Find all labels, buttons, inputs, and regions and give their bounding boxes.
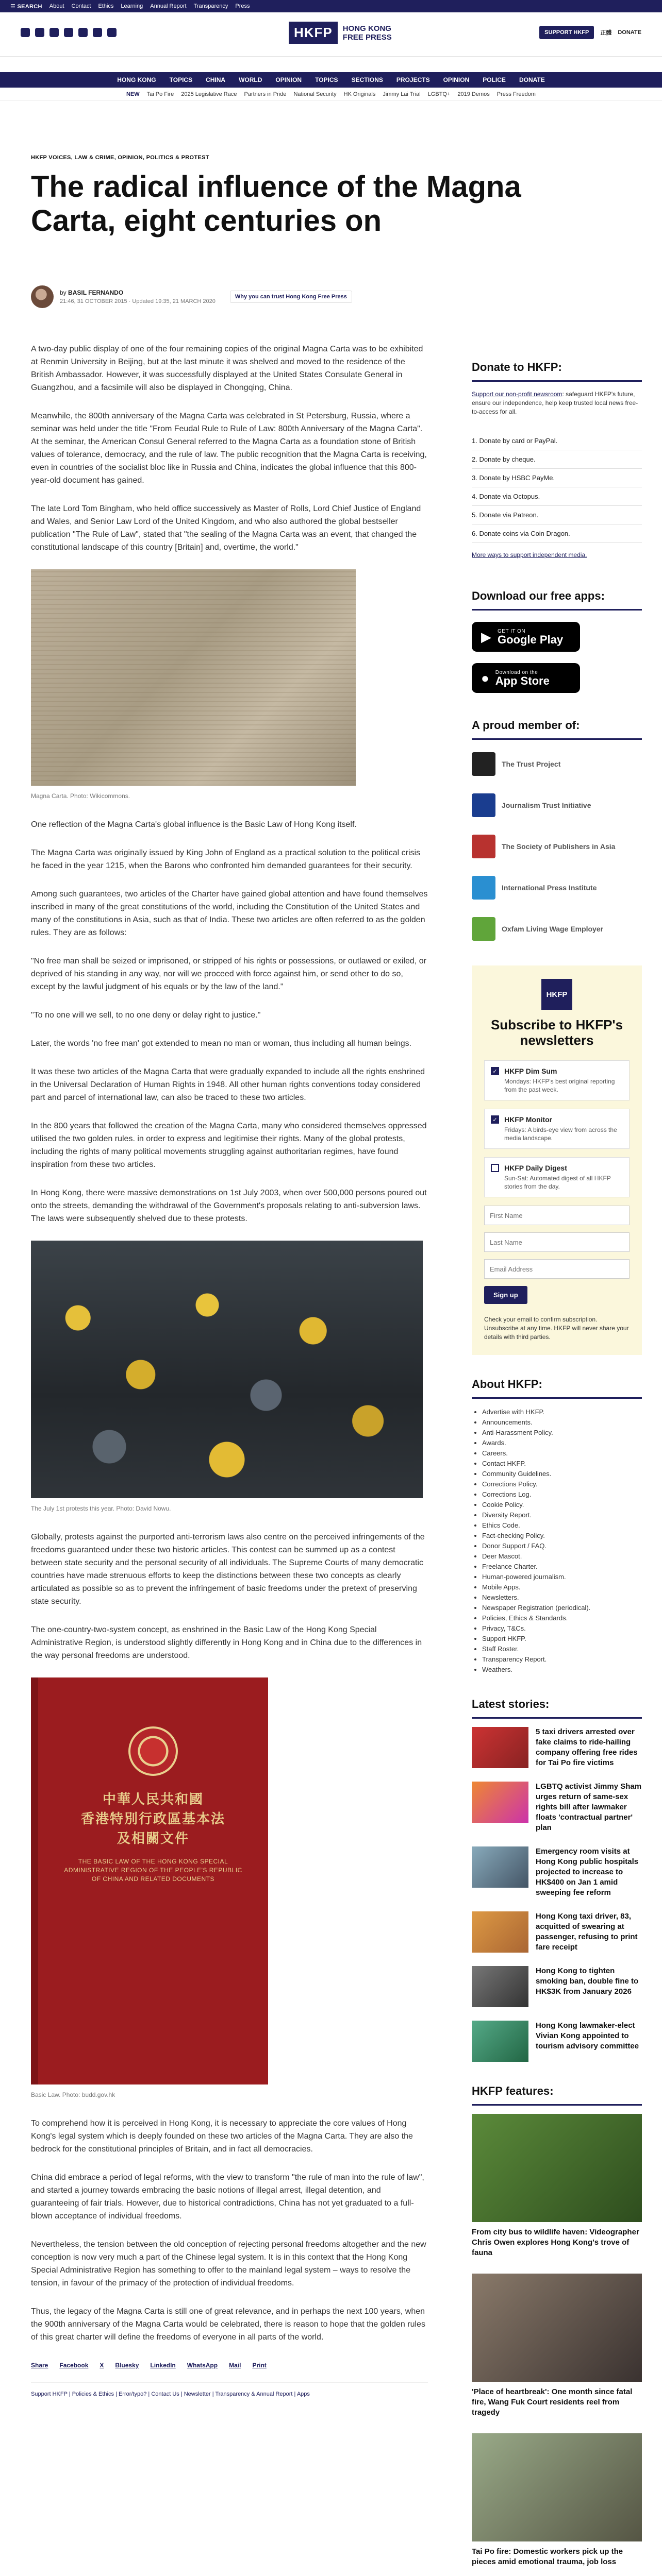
protest-photo bbox=[31, 1241, 423, 1498]
about-link[interactable]: • Mobile Apps. bbox=[482, 1582, 642, 1592]
story-title: Hong Kong lawmaker-elect Vivian Kong appointed to tourism advisory committee bbox=[536, 2021, 639, 2050]
story-thumbnail bbox=[472, 2021, 528, 2062]
linkedin-icon[interactable] bbox=[78, 28, 88, 37]
newsletter-title: Subscribe to HKFP's newsletters bbox=[490, 1017, 623, 1048]
book-title-en: THE BASIC LAW OF THE HONG KONG SPECIAL ADMINISTRATIVE REGION OF THE PEOPLE'S REPUBLIC OF CHINA AND RELATED DOCUMENTS bbox=[64, 1858, 242, 1883]
newsletter-option-dim-sum[interactable] bbox=[484, 1060, 630, 1100]
about-link[interactable]: • Contact HKFP. bbox=[482, 1459, 642, 1469]
trust-link[interactable]: Why you can trust Hong Kong Free Press bbox=[230, 291, 352, 303]
about-link[interactable]: • Corrections Log. bbox=[482, 1489, 642, 1500]
nav-item[interactable]: CHINA bbox=[206, 76, 226, 83]
nav-item[interactable]: OPINION bbox=[275, 76, 302, 83]
paragraph: Among such guarantees, two articles of the Charter have gained global attention and have found themselves inscribed in many of the great constitutions of the world, including the Constitution of the United States and many of the constitutions in Asia, such as that of India. These two articles are often referred to as the golden rules. They are as follows: bbox=[31, 890, 428, 937]
about-link[interactable]: • Community Guidelines. bbox=[482, 1469, 642, 1479]
google-play-icon: ▶ bbox=[481, 629, 491, 645]
national-emblem-icon bbox=[128, 1726, 178, 1776]
paragraph: One reflection of the Magna Carta's global influence is the Basic Law of Hong Kong itself. bbox=[31, 820, 357, 829]
story-item[interactable] bbox=[472, 2021, 642, 2062]
story-thumbnail bbox=[472, 1846, 528, 1888]
paragraph: The Magna Carta was originally issued by King John of England as a practical solution to the political crisis he faced in the year 1215, when the Barons who confronted him demanded guarantees for their security. bbox=[31, 849, 421, 870]
subnav-item[interactable]: Tai Po Fire bbox=[146, 91, 174, 97]
site-logo[interactable] bbox=[289, 22, 392, 44]
story-item[interactable] bbox=[472, 1782, 642, 1833]
donate-method[interactable]: 4. Donate via Octopus. bbox=[472, 487, 642, 506]
about-link[interactable]: • Fact-checking Policy. bbox=[482, 1531, 642, 1541]
about-link[interactable]: • Policies, Ethics & Standards. bbox=[482, 1613, 642, 1623]
nav-item[interactable]: TOPICS bbox=[169, 76, 193, 83]
about-heading: About HKFP: bbox=[472, 1378, 642, 1399]
member-name: The Trust Project bbox=[502, 760, 561, 768]
subnav-item[interactable]: 2019 Demos bbox=[457, 91, 490, 97]
about-link[interactable]: • Corrections Policy. bbox=[482, 1479, 642, 1489]
share-bar bbox=[31, 2359, 428, 2372]
member-jti[interactable] bbox=[472, 789, 642, 821]
badge-big-text: App Store bbox=[495, 674, 550, 687]
paragraph: The late Lord Tom Bingham, who held office successively as Master of Rolls, Lord Chief Justice of England and Wales, and Senior Law Lord of the United Kingdom, and who also authored the global bestseller publication "The Rule of Law", stated that "the sealing of the Magna Carta was an event, that changed the constitutional landscape of this country [Britain] and, overtime, the world." bbox=[31, 504, 421, 552]
paragraph: In the 800 years that followed the creation of the Magna Carta, many who considered themselves oppressed utilised the two golden rules. in order to express and legitimise their rights. Many of the global protests, including the rights of many political movements struggling against authoritarian regimes, have found inspiration from these two articles. bbox=[31, 1122, 427, 1169]
share-facebook-link[interactable]: Facebook bbox=[59, 2362, 89, 2369]
paragraph: A two-day public display of one of the four remaining copies of the original Magna Carta was to be exhibited at Renmin University in Beijing, but at the last minute it was shelved and moved to the residence of the British Ambassador. However, it was successfully displayed at the United States Consulate General in Guangzhou, and a facsimile will also be displayed in Chongqing, China. bbox=[31, 345, 423, 392]
book-title-zh-1: 中華人民共和國 bbox=[102, 1791, 204, 1807]
logo-wordmark bbox=[343, 24, 392, 42]
search-button[interactable]: ☰ SEARCH bbox=[10, 3, 42, 10]
checkbox-checked-icon[interactable]: ✓ bbox=[491, 1067, 499, 1075]
about-link[interactable]: • Diversity Report. bbox=[482, 1510, 642, 1520]
story-item[interactable] bbox=[472, 1966, 642, 2007]
nav-item[interactable]: PROJECTS bbox=[396, 76, 430, 83]
feature-item[interactable] bbox=[472, 2114, 642, 2258]
paragraph: It was these two articles of the Magna Carta that were gradually expanded to include all the rights enshrined in the Universal Declaration of Human Rights in 1948. All other human rights conventions today considered part and parcel of international law, can also be traced to these two articles. bbox=[31, 1067, 425, 1102]
subnav-item[interactable]: Press Freedom bbox=[496, 91, 536, 97]
feature-item[interactable] bbox=[472, 2274, 642, 2418]
sidebar bbox=[472, 361, 642, 2576]
author-avatar bbox=[31, 285, 54, 308]
nav-item[interactable]: TOPICS bbox=[315, 76, 338, 83]
feature-title: Tai Po fire: Domestic workers pick up the pieces amid emotional trauma, job loss bbox=[472, 2547, 623, 2566]
member-oxfam[interactable] bbox=[472, 913, 642, 945]
latest-stories bbox=[472, 1727, 642, 2062]
checkbox-checked-icon[interactable]: ✓ bbox=[491, 1115, 499, 1124]
about-link[interactable]: • Privacy, T&Cs. bbox=[482, 1623, 642, 1634]
donate-method[interactable]: 1. Donate by card or PayPal. bbox=[472, 432, 642, 450]
option-desc: Fridays: A birds-eye view from across the media landscape. bbox=[504, 1126, 617, 1142]
top-utility-bar bbox=[0, 0, 662, 12]
book-title-zh-2: 香港特別行政區基本法 bbox=[80, 1811, 225, 1826]
paragraph: China did embrace a period of legal reforms, with the view to transform "the rule of man into the rule of law", and started a journey towards embracing the basic notions of illegal arrest, illegal detention, and guaranteeing of fair trials. However, due to historical contradictions, China has not yet graduated to a full-blown acceptance of individual freedoms. bbox=[31, 2173, 424, 2221]
nav-item[interactable]: OPINION bbox=[443, 76, 470, 83]
logo-mark: HKFP bbox=[289, 22, 338, 44]
donate-method[interactable]: 2. Donate by cheque. bbox=[472, 450, 642, 469]
badge-small-text: GET IT ON bbox=[498, 628, 526, 634]
story-thumbnail bbox=[472, 1782, 528, 1823]
feature-title: From city bus to wildlife haven: Videographer Chris Owen explores Hong Kong's trove of fauna bbox=[472, 2228, 639, 2257]
paragraph: Meanwhile, the 800th anniversary of the Magna Carta was celebrated in St Petersburg, Russia, where a seminar was held under the title "From Feudal Rule to Rule of Law: 800th Anniversary of the Magna Carta". At the seminar, the American Consul General referred to the Magna Carta as a foundation stone of British values of tolerance, democracy, and the rule of law. The public recognition that the Magna Carta is receiving, even in countries of the socialist bloc like in Russia and China, indicates the global influence that this 800-year-old document has gained. bbox=[31, 412, 427, 485]
new-badge: NEW bbox=[126, 91, 140, 97]
print-link[interactable]: Print bbox=[252, 2362, 267, 2369]
nav-item[interactable]: SECTIONS bbox=[351, 76, 383, 83]
basic-law-book-image bbox=[31, 1677, 268, 2084]
feature-item[interactable] bbox=[472, 2433, 642, 2567]
share-bluesky-link[interactable]: Bluesky bbox=[115, 2362, 139, 2369]
article-categories[interactable]: HKFP VOICES, LAW & CRIME, OPINION, POLITICS & PROTEST bbox=[31, 155, 209, 161]
image-caption: Magna Carta. Photo: Wikicommons. bbox=[31, 792, 130, 800]
feature-image bbox=[472, 2274, 642, 2382]
member-name: The Society of Publishers in Asia bbox=[502, 842, 616, 851]
option-desc: Mondays: HKFP's best original reporting from the past week. bbox=[504, 1078, 615, 1093]
support-newsroom-link[interactable]: Support our non-profit newsroom bbox=[472, 391, 562, 398]
option-name: HKFP Monitor bbox=[504, 1115, 553, 1124]
share-linkedin-link[interactable]: LinkedIn bbox=[150, 2362, 176, 2369]
donate-method[interactable]: 3. Donate by HSBC PayMe. bbox=[472, 469, 642, 487]
story-thumbnail bbox=[472, 1966, 528, 2007]
member-name: Oxfam Living Wage Employer bbox=[502, 925, 604, 933]
site-header bbox=[0, 12, 662, 57]
story-thumbnail bbox=[472, 1911, 528, 1953]
about-link[interactable]: • Deer Mascot. bbox=[482, 1551, 642, 1562]
share-whatsapp-link[interactable]: WhatsApp bbox=[187, 2362, 218, 2369]
sign-up-button[interactable]: Sign up bbox=[484, 1286, 527, 1304]
member-name: International Press Institute bbox=[502, 884, 597, 892]
topbar-annual-report-link[interactable]: Annual Report bbox=[150, 3, 187, 9]
social-icons bbox=[21, 28, 117, 37]
about-link[interactable]: • Human-powered journalism. bbox=[482, 1572, 642, 1582]
instagram-icon[interactable] bbox=[35, 28, 44, 37]
story-title: Hong Kong taxi driver, 83, acquitted of swearing at passenger, refusing to print fare receipt bbox=[536, 1912, 638, 1952]
topbar-transparency-link[interactable]: Transparency bbox=[193, 3, 228, 9]
about-links bbox=[472, 1407, 642, 1675]
first-name-field[interactable] bbox=[484, 1206, 630, 1225]
subnav-item[interactable]: HK Originals bbox=[343, 91, 376, 97]
image-caption: The July 1st protests this year. Photo: David Nowu. bbox=[31, 1505, 171, 1512]
about-link[interactable]: • Transparency Report. bbox=[482, 1654, 642, 1665]
badge-big-text: Google Play bbox=[498, 633, 564, 646]
last-name-field[interactable] bbox=[484, 1232, 630, 1252]
rss-icon[interactable] bbox=[107, 28, 117, 37]
subnav-item[interactable]: Partners in Pride bbox=[244, 91, 287, 97]
header-actions bbox=[539, 26, 641, 39]
image-caption: Basic Law. Photo: budd.gov.hk bbox=[31, 2091, 115, 2098]
share-x-link[interactable]: X bbox=[100, 2362, 104, 2369]
donate-methods bbox=[472, 432, 642, 543]
story-item[interactable] bbox=[472, 1846, 642, 1898]
share-label: Share bbox=[31, 2362, 48, 2369]
donate-heading: Donate to HKFP: bbox=[472, 361, 642, 382]
member-trust-project[interactable] bbox=[472, 748, 642, 780]
checkbox-icon[interactable] bbox=[491, 1164, 499, 1172]
feature-image bbox=[472, 2433, 642, 2541]
paragraph: "No free man shall be seized or imprisoned, or stripped of his rights or possessions, or outlawed or exiled, or deprived of his standing in any way, nor will we proceed with force against him, or send other to do so, except by the lawful judgment of his equals or by the law of the land." bbox=[31, 957, 426, 991]
x-icon[interactable] bbox=[21, 28, 30, 37]
sopa-icon bbox=[472, 835, 495, 858]
story-thumbnail bbox=[472, 1727, 528, 1768]
option-name: HKFP Daily Digest bbox=[504, 1164, 567, 1172]
byline bbox=[31, 285, 352, 308]
publish-dates: 21:46, 31 OCTOBER 2015 · Updated 19:35, 21 MARCH 2020 bbox=[60, 298, 216, 304]
member-heading: A proud member of: bbox=[472, 719, 642, 740]
paragraph: Nevertheless, the tension between the old conception of rejecting personal freedoms altogether and the new conception is now very much a part of the Chinese legal system. It is in this context that the Hong Kong Special Administrative Region has something to offer to the mainland legal system – ways to resolve the tension, in favour of the primacy of the protection of individual freedoms. bbox=[31, 2240, 426, 2287]
paragraph: Thus, the legacy of the Magna Carta is still one of great relevance, and in perhaps the next 100 years, when the 900th anniversary of the Magna Carta would be celebrated, there is reason to hope that the golden rules of this great charter will define the freedoms of everyone in all parts of the world. bbox=[31, 2307, 425, 2342]
story-title: Emergency room visits at Hong Kong public hospitals projected to increase to HK$400 on Jan 1 amid sweeping fee reform bbox=[536, 1847, 639, 1897]
nav-item[interactable]: DONATE bbox=[519, 76, 545, 83]
paragraph: The one-country-two-system concept, as enshrined in the Basic Law of the Hong Kong Special Administrative Region, is understood slightly differently in Hong Kong and in China due to the differences in the way personal freedoms are understood. bbox=[31, 1625, 422, 1660]
subnav-item[interactable]: LGBTQ+ bbox=[427, 91, 451, 97]
support-hkfp-button[interactable]: SUPPORT HKFP bbox=[539, 26, 594, 39]
author-link[interactable]: BASIL FERNANDO bbox=[68, 289, 124, 296]
story-item[interactable] bbox=[472, 1727, 642, 1768]
byline-text bbox=[60, 289, 216, 304]
youtube-icon[interactable] bbox=[64, 28, 73, 37]
features-heading: HKFP features: bbox=[472, 2084, 642, 2106]
about-link[interactable]: • Awards. bbox=[482, 1438, 642, 1448]
nav-item[interactable]: POLICE bbox=[483, 76, 506, 83]
about-link[interactable]: • Support HKFP. bbox=[482, 1634, 642, 1644]
about-link[interactable]: • Ethics Code. bbox=[482, 1520, 642, 1531]
feature-title: 'Place of heartbreak': One month since fatal fire, Wang Fuk Court residents reel from tragedy bbox=[472, 2387, 633, 2417]
newsletter-option-daily-digest[interactable] bbox=[484, 1157, 630, 1197]
app-store-badge[interactable] bbox=[472, 663, 580, 693]
topbar-about-link[interactable]: About bbox=[49, 3, 64, 9]
newsletter-option-monitor[interactable] bbox=[484, 1109, 630, 1149]
member-sopa[interactable] bbox=[472, 831, 642, 862]
about-link[interactable]: • Newsletters. bbox=[482, 1592, 642, 1603]
facebook-icon[interactable] bbox=[49, 28, 59, 37]
oxfam-icon bbox=[472, 917, 495, 941]
about-link[interactable]: • Weathers. bbox=[482, 1665, 642, 1675]
option-name: HKFP Dim Sum bbox=[504, 1067, 557, 1075]
trust-project-icon bbox=[472, 752, 495, 776]
about-link[interactable]: • Donor Support / FAQ. bbox=[482, 1541, 642, 1551]
donate-method[interactable]: 6. Donate coins via Coin Dragon. bbox=[472, 524, 642, 543]
feature-image bbox=[472, 2114, 642, 2222]
donate-intro-text: : safeguard HKFP's future, ensure our independence, help keep trusted local news free-to-access for all. bbox=[472, 391, 638, 415]
about-link[interactable]: • Anti-Harassment Policy. bbox=[482, 1428, 642, 1438]
topbar-press-link[interactable]: Press bbox=[235, 3, 250, 9]
logo-line2: FREE PRESS bbox=[342, 32, 392, 42]
topbar-learning-link[interactable]: Learning bbox=[121, 3, 143, 9]
more-ways-link[interactable]: More ways to support independent media. bbox=[472, 551, 587, 558]
paragraph: To comprehend how it is perceived in Hong Kong, it is necessary to appreciate the core values of Hong Kong's legal system which is deeply founded on these two articles of the Magna Carta. They are also the bedrock for the constitutional principles of Britain, and in fact all democracies. bbox=[31, 2119, 413, 2154]
google-play-badge[interactable] bbox=[472, 622, 580, 652]
apple-icon: ● bbox=[481, 670, 489, 686]
story-item[interactable] bbox=[472, 1911, 642, 1953]
paragraph: "To no one will we sell, to no one deny or delay right to justice." bbox=[31, 1011, 261, 1020]
about-link[interactable]: • Announcements. bbox=[482, 1417, 642, 1428]
subnav-item[interactable]: Jimmy Lai Trial bbox=[383, 91, 421, 97]
page-title: The radical influence of the Magna Carta, eight centuries on bbox=[31, 170, 521, 238]
about-link[interactable]: • Cookie Policy. bbox=[482, 1500, 642, 1510]
footer-links-row[interactable]: Support HKFP | Policies & Ethics | Error/typo? | Contact Us | Newsletter | Transparency & Annual Report | Apps bbox=[31, 2382, 428, 2401]
author-prefix: by bbox=[60, 289, 67, 296]
member-ipi[interactable] bbox=[472, 872, 642, 904]
subnav-item[interactable]: 2025 Legislative Race bbox=[181, 91, 237, 97]
story-title: Hong Kong to tighten smoking ban, double fine to HK$3K from January 2026 bbox=[536, 1967, 639, 1996]
newsletter-note: Check your email to confirm subscription. Unsubscribe at any time. HKFP will never share your details with third parties. bbox=[484, 1316, 629, 1341]
search-label: SEARCH bbox=[17, 3, 42, 10]
subnav-item[interactable]: National Security bbox=[293, 91, 337, 97]
magna-carta-image bbox=[31, 569, 356, 786]
newsletter-signup bbox=[472, 965, 642, 1355]
topbar-contact-link[interactable]: Contact bbox=[71, 3, 91, 9]
chinese-language-link[interactable]: 正體 bbox=[600, 30, 612, 36]
donate-intro bbox=[472, 390, 642, 416]
logo-line1: HONG KONG bbox=[342, 24, 391, 33]
about-link[interactable]: • Careers. bbox=[482, 1448, 642, 1459]
apps-heading: Download our free apps: bbox=[472, 589, 642, 611]
sub-nav bbox=[0, 88, 662, 101]
story-title: LGBTQ activist Jimmy Sham urges return of same-sex rights bill after lawmaker floats 'contractual partner' plan bbox=[536, 1782, 642, 1832]
member-name: Journalism Trust Initiative bbox=[502, 801, 591, 809]
nav-item[interactable]: HONG KONG bbox=[117, 76, 156, 83]
donate-method[interactable]: 5. Donate via Patreon. bbox=[472, 506, 642, 524]
latest-heading: Latest stories: bbox=[472, 1698, 642, 1719]
article-body bbox=[31, 343, 428, 2401]
nav-item[interactable]: WORLD bbox=[239, 76, 262, 83]
about-link[interactable]: • Staff Roster. bbox=[482, 1644, 642, 1654]
about-link[interactable]: • Freelance Charter. bbox=[482, 1562, 642, 1572]
badge-small-text: Download on the bbox=[495, 669, 538, 675]
paragraph: Globally, protests against the purported anti-terrorism laws also centre on the perceived infringements of the freedoms guaranteed under these two historic articles. This contest can be summed up as a contest between state security and the personal security of all individuals. The Supreme Courts of many democratic countries have made strenuous efforts to keep the distinctions between these two concepts as clearly articulated as possible so as to prevent the infringement of basic freedoms under the pretext of preserving state security. bbox=[31, 1533, 425, 1606]
newsletter-logo: HKFP bbox=[541, 979, 572, 1010]
story-title: 5 taxi drivers arrested over fake claims to ride-hailing company offering free rides for Tai Po fire victims bbox=[536, 1727, 638, 1767]
paragraph: In Hong Kong, there were massive demonstrations on 1st July 2003, when over 500,000 persons poured out onto the streets, demanding the withdrawal of the Government's proposals relating to anti-subversion laws. The laws were subsequently shelved due to these protests. bbox=[31, 1189, 427, 1223]
header-donate-link[interactable]: DONATE bbox=[618, 29, 641, 36]
paragraph: Later, the words 'no free man' got extended to mean no man or woman, thus including all human beings. bbox=[31, 1039, 412, 1048]
email-field[interactable] bbox=[484, 1259, 630, 1279]
book-title-zh-3: 及相關文件 bbox=[117, 1831, 189, 1846]
about-link[interactable]: • Advertise with HKFP. bbox=[482, 1407, 642, 1417]
share-mail-link[interactable]: Mail bbox=[229, 2362, 241, 2369]
threads-icon[interactable] bbox=[93, 28, 102, 37]
ipi-icon bbox=[472, 876, 495, 900]
topbar-ethics-link[interactable]: Ethics bbox=[98, 3, 114, 9]
main-nav bbox=[0, 72, 662, 88]
about-link[interactable]: • Newspaper Registration (periodical). bbox=[482, 1603, 642, 1613]
jti-icon bbox=[472, 793, 495, 817]
option-desc: Sun-Sat: Automated digest of all HKFP stories from the day. bbox=[504, 1175, 611, 1190]
